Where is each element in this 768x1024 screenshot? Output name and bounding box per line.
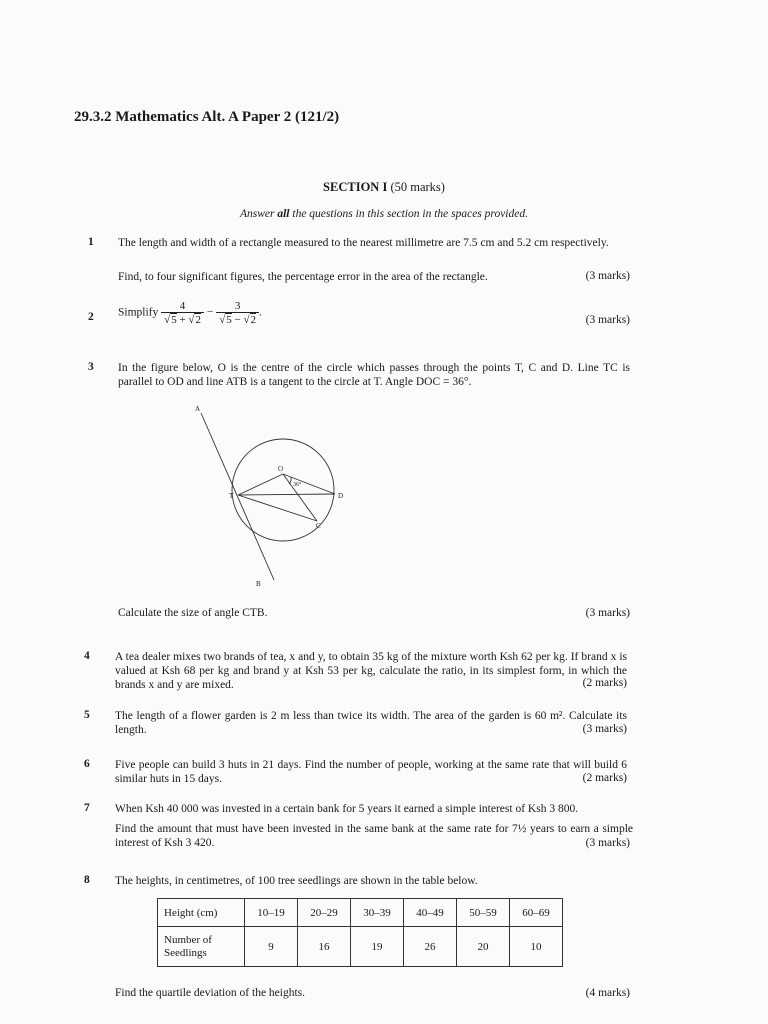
table-cell: 9 bbox=[245, 927, 298, 967]
table-header-height: Height (cm) bbox=[158, 899, 245, 927]
table-cell: 20–29 bbox=[298, 899, 351, 927]
question-number: 7 bbox=[84, 802, 90, 814]
radius-ot bbox=[238, 474, 283, 495]
table-cell: 10–19 bbox=[245, 899, 298, 927]
question-3-task: Calculate the size of angle CTB. bbox=[118, 607, 268, 619]
question-7-text: When Ksh 40 000 was invested in a certain bank for 5 years it earned a simple interest of Ksh 3 800. bbox=[115, 803, 579, 815]
table-row bbox=[158, 899, 563, 927]
question-4-marks: (2 marks) bbox=[582, 677, 627, 689]
paper-title: 29.3.2 Mathematics Alt. A Paper 2 (121/2) bbox=[74, 109, 340, 125]
section-instruction: Answer all the questions in this section in the spaces provided. bbox=[239, 208, 528, 220]
section-marks: (50 marks) bbox=[390, 180, 445, 194]
table-cell: 50–59 bbox=[457, 899, 510, 927]
radius-od bbox=[283, 474, 335, 494]
question-7-marks: (3 marks) bbox=[585, 837, 630, 849]
chord-td bbox=[238, 494, 335, 495]
label-t: T bbox=[229, 492, 234, 500]
angle-arc bbox=[289, 477, 291, 484]
question-4-text: A tea dealer mixes two brands of tea, x and y, to obtain 35 kg of the mixture worth Ksh 62 per kg. If brand x is valued at Ksh 68 per kg and brand y at Ksh 53 per kg, calculate the ratio, in its simplest form, in which the brands x and y are mixed. bbox=[115, 651, 627, 691]
question-number: 6 bbox=[84, 758, 90, 770]
section-heading bbox=[0, 180, 768, 195]
question-5-text: The length of a flower garden is 2 m less than twice its width. The area of the garden is 60 m². Calculate its length. bbox=[115, 710, 627, 736]
table-cell: 30–39 bbox=[351, 899, 404, 927]
question-2-marks: (3 marks) bbox=[585, 314, 630, 326]
question-5-marks: (3 marks) bbox=[582, 723, 627, 735]
table-cell: 40–49 bbox=[404, 899, 457, 927]
table-header-seedlings: Number of Seedlings bbox=[158, 927, 245, 967]
question-number: 1 bbox=[88, 236, 94, 248]
table-cell: 20 bbox=[457, 927, 510, 967]
simplify-label: Simplify bbox=[118, 306, 159, 319]
seedlings-table bbox=[157, 898, 563, 967]
fraction-2: $\frac{3}{√5 - √2}$ bbox=[216, 300, 259, 326]
question-8-task: Find the quartile deviation of the heights. bbox=[115, 987, 306, 999]
label-o: O bbox=[278, 465, 284, 473]
question-number: 2 bbox=[88, 311, 94, 323]
circle-tangent-figure bbox=[185, 400, 365, 595]
question-3-marks: (3 marks) bbox=[585, 607, 630, 619]
question-8-marks: (4 marks) bbox=[585, 987, 630, 999]
chord-tc bbox=[238, 495, 317, 521]
question-2-expression: Simplify $\frac{4}{√5 + √2}$ − $\frac{3}{√5 - √2}$ . bbox=[118, 300, 262, 326]
question-6-text: Five people can build 3 huts in 21 days. Find the number of people, working at the same rate that will build 6 similar huts in 15 days. bbox=[115, 759, 627, 785]
question-number: 8 bbox=[84, 874, 90, 886]
table-cell: 60–69 bbox=[510, 899, 563, 927]
label-b: B bbox=[256, 580, 261, 588]
table-cell: 19 bbox=[351, 927, 404, 967]
table-row bbox=[158, 927, 563, 967]
question-1-marks: (3 marks) bbox=[585, 270, 630, 282]
question-7-task: Find the amount that must have been invested in the same bank at the same rate for 7½ years to earn a simple interest of Ksh 3 420. bbox=[115, 823, 633, 849]
tangent-line-atb bbox=[201, 413, 274, 580]
section-title: SECTION I bbox=[323, 180, 388, 194]
question-8-text: The heights, in centimetres, of 100 tree seedlings are shown in the table below. bbox=[115, 875, 478, 887]
question-1-task: Find, to four significant figures, the percentage error in the area of the rectangle. bbox=[118, 271, 488, 283]
question-number: 3 bbox=[88, 361, 94, 373]
question-number: 4 bbox=[84, 650, 90, 662]
label-d: D bbox=[338, 492, 344, 500]
question-3-text: In the figure below, O is the centre of the circle which passes through the points T, C and D. Line TC is parallel to OD and line ATB is a tangent to the circle at T. Angle DOC = 36°. bbox=[118, 362, 630, 388]
label-a: A bbox=[195, 405, 201, 413]
question-6-marks: (2 marks) bbox=[582, 772, 627, 784]
table-cell: 26 bbox=[404, 927, 457, 967]
angle-label: 36° bbox=[293, 482, 302, 488]
question-1-text: The length and width of a rectangle measured to the nearest millimetre are 7.5 cm and 5.2 cm respectively. bbox=[118, 237, 609, 249]
question-number: 5 bbox=[84, 709, 90, 721]
minus-sign: − bbox=[206, 306, 214, 319]
table-cell: 10 bbox=[510, 927, 563, 967]
instruction-emphasis: all bbox=[277, 208, 290, 220]
fraction-1: $\frac{4}{√5 + √2}$ bbox=[161, 300, 204, 326]
label-c: C bbox=[316, 522, 321, 530]
table-cell: 16 bbox=[298, 927, 351, 967]
